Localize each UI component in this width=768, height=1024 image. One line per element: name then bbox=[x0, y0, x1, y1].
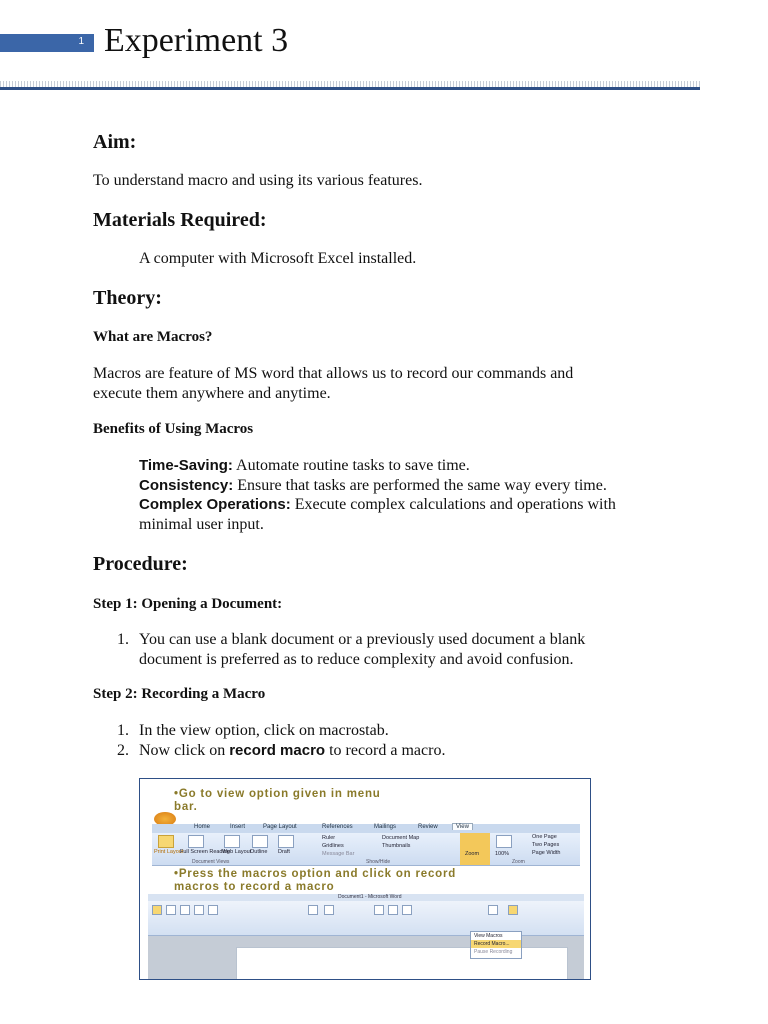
dropdown-view-macros: View Macros bbox=[474, 933, 503, 939]
one-page-label: One Page bbox=[532, 834, 557, 840]
print-layout-icon bbox=[158, 835, 174, 848]
thumbnails-label: Thumbnails bbox=[382, 843, 411, 849]
zoom-button-highlight bbox=[460, 833, 490, 865]
list-number: 1. bbox=[117, 722, 129, 739]
aim-heading: Aim: bbox=[93, 131, 137, 153]
hundred-percent-label: 100% bbox=[495, 851, 510, 857]
theory-paragraph-line1: Macros are feature of MS word that allows us to record our commands and bbox=[93, 365, 574, 382]
page-number: 1 bbox=[78, 36, 84, 47]
word-window-title: Document1 - Microsoft Word bbox=[338, 894, 402, 900]
ribbon-view bbox=[152, 833, 580, 866]
theory-paragraph-line2: execute them anywhere and anytime. bbox=[93, 385, 331, 402]
benefits-heading: Benefits of Using Macros bbox=[93, 421, 254, 437]
outline-icon bbox=[252, 835, 268, 848]
message-bar-label: Message Bar bbox=[322, 851, 355, 857]
step1-heading: Step 1: Opening a Document: bbox=[93, 596, 283, 612]
benefit-consistency bbox=[139, 476, 684, 496]
list-number: 2. bbox=[117, 742, 129, 759]
document-map-label: Document Map bbox=[382, 835, 420, 841]
full-screen-label: Full Screen Reading bbox=[180, 849, 230, 855]
print-layout-label: Print Layout bbox=[154, 849, 184, 855]
benefit-desc: Ensure that tasks are performed the same way every time. bbox=[233, 477, 607, 494]
benefit-term: Complex Operations: bbox=[139, 496, 291, 513]
benefit-desc: Execute complex calculations and operations with bbox=[290, 496, 616, 513]
materials-text: A computer with Microsoft Excel installed. bbox=[139, 250, 417, 267]
zoom-label: Zoom bbox=[465, 851, 480, 857]
mini-outline-icon bbox=[194, 905, 204, 915]
procedure-heading: Procedure: bbox=[93, 553, 188, 575]
mini-web-layout-icon bbox=[180, 905, 190, 915]
mini-macros-icon bbox=[508, 905, 518, 915]
web-layout-label: Web Layout bbox=[222, 849, 252, 855]
page-width-label: Page Width bbox=[532, 850, 561, 856]
header-rule bbox=[0, 87, 700, 90]
dropdown-pause-recording: Pause Recording bbox=[474, 949, 513, 955]
caption2-line1: •Press the macros option and click on record bbox=[174, 868, 457, 880]
list-item-bold: record macro bbox=[229, 742, 326, 759]
tab-insert: Insert bbox=[230, 824, 246, 830]
web-layout-icon bbox=[224, 835, 240, 848]
tab-review: Review bbox=[418, 824, 438, 830]
mini-split-icon bbox=[402, 905, 412, 915]
caption1-line2: bar. bbox=[174, 801, 198, 813]
benefit-desc: Automate routine tasks to save time. bbox=[232, 457, 470, 474]
mini-switch-windows-icon bbox=[488, 905, 498, 915]
aim-text: To understand macro and using its various features. bbox=[93, 172, 423, 189]
list-item bbox=[117, 721, 679, 741]
macros-dropdown bbox=[470, 931, 522, 959]
list-item bbox=[117, 741, 679, 761]
list-item-pre: Now click on bbox=[139, 742, 230, 759]
list-item-line2: document is preferred as to reduce complexity and avoid confusion. bbox=[139, 651, 574, 668]
hundred-percent-icon bbox=[496, 835, 512, 848]
ribbon-tabs bbox=[152, 824, 580, 833]
full-screen-icon bbox=[188, 835, 204, 848]
tab-page-layout: Page Layout bbox=[263, 824, 297, 830]
tab-references: References bbox=[322, 824, 353, 830]
materials-heading: Materials Required: bbox=[93, 209, 267, 231]
group-document-views: Document Views bbox=[192, 859, 230, 865]
caption1-line1: •Go to view option given in menu bbox=[174, 788, 381, 800]
benefit-term: Consistency: bbox=[139, 477, 234, 494]
list-item-line1: You can use a blank document or a previously used document a blank bbox=[139, 631, 586, 648]
step2-heading: Step 2: Recording a Macro bbox=[93, 686, 266, 702]
dropdown-record-macro: Record Macro... bbox=[471, 940, 521, 948]
tab-mailings: Mailings bbox=[374, 824, 397, 830]
draft-label: Draft bbox=[278, 849, 290, 855]
ruler-label: Ruler bbox=[322, 835, 336, 841]
list-item-text: In the view option, click on macrostab. bbox=[139, 722, 389, 739]
mini-zoom-icon bbox=[308, 905, 318, 915]
mini-new-window-icon bbox=[374, 905, 384, 915]
list-number: 1. bbox=[117, 631, 129, 648]
mini-print-layout-icon bbox=[152, 905, 162, 915]
embedded-screenshot bbox=[139, 778, 591, 980]
tab-home: Home bbox=[194, 824, 211, 830]
benefit-time-saving bbox=[139, 456, 684, 476]
benefit-complex-operations bbox=[139, 495, 684, 515]
mini-100-icon bbox=[324, 905, 334, 915]
word-title-bar bbox=[148, 894, 584, 901]
draft-icon bbox=[278, 835, 294, 848]
theory-heading: Theory: bbox=[93, 287, 162, 309]
mini-arrange-icon bbox=[388, 905, 398, 915]
benefit-complex-operations-cont: minimal user input. bbox=[139, 516, 264, 533]
two-pages-label: Two Pages bbox=[532, 842, 560, 848]
what-are-macros-heading: What are Macros? bbox=[93, 329, 213, 345]
tab-view: View bbox=[452, 823, 473, 830]
benefit-term: Time-Saving: bbox=[139, 457, 233, 474]
list-item bbox=[117, 630, 679, 670]
caption2-line2: macros to record a macro bbox=[174, 881, 335, 893]
outline-label: Outline bbox=[250, 849, 268, 855]
page-title: Experiment 3 bbox=[104, 22, 289, 59]
group-zoom: Zoom bbox=[512, 859, 525, 865]
list-item-post: to record a macro. bbox=[325, 742, 446, 759]
mini-full-screen-icon bbox=[166, 905, 176, 915]
gridlines-label: Gridlines bbox=[322, 843, 344, 849]
mini-draft-icon bbox=[208, 905, 218, 915]
group-show-hide: Show/Hide bbox=[366, 859, 391, 865]
